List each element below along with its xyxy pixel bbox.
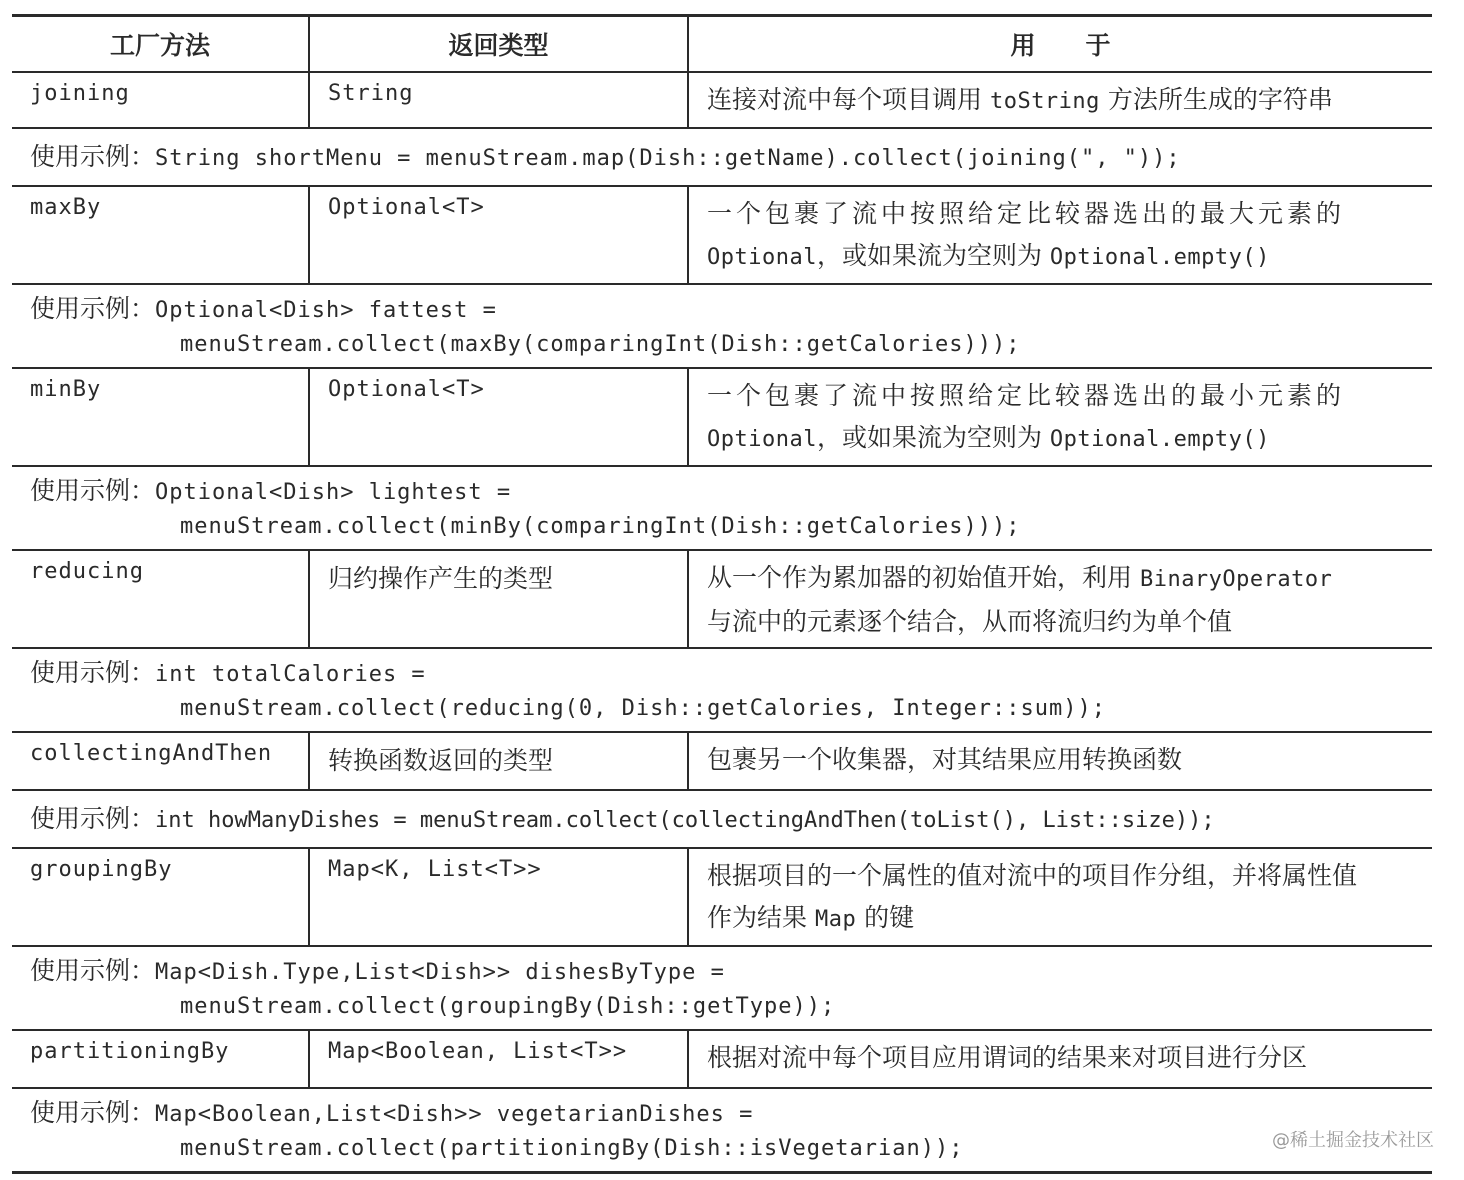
header-factory-method: 工厂方法 [12,16,309,73]
table-row [12,1030,1432,1088]
description-line: 一个包裹了流中按照给定比较器选出的最小元素的 [707,381,1346,410]
example-label: 使用示例： [30,1097,156,1127]
description-line [707,235,1414,279]
example-code-continuation: menuStream.collect(maxBy(comparingInt(Dish::getCalories))); [180,332,1021,357]
method-name: minBy [12,368,309,466]
example-code-continuation: menuStream.collect(groupingBy(Dish::getType)); [180,994,836,1019]
example-row [12,284,1432,368]
example-label: 使用示例： [30,804,156,833]
example-code-continuation: menuStream.collect(partitioningBy(Dish::isVegetarian)); [180,1135,964,1161]
example-row [12,1088,1432,1172]
description: 包裹另一个收集器，对其结果应用转换函数 [688,732,1432,790]
description-line [707,417,1414,461]
example-label: 使用示例： [30,956,156,985]
description [688,848,1432,946]
description [688,72,1432,128]
description-code: BinaryOperator [1139,567,1333,592]
description-line: 根据项目的一个属性的值对流中的项目作分组，并将属性值 [707,861,1358,890]
example-code: Optional<Dish> lightest = [155,480,512,505]
method-name: collectingAndThen [12,732,309,790]
description-code: Optional.empty() [1049,427,1270,452]
example-code: int howManyDishes = menuStream.collect(collectingAndThen(toList(), List::size)); [155,808,1215,833]
description-line [707,897,1414,941]
table-row [12,72,1432,128]
example-code: Map<Dish.Type,List<Dish>> dishesByType = [155,960,725,985]
method-name: reducing [12,550,309,648]
description-line [707,557,1414,601]
example-row [12,648,1432,732]
method-name: groupingBy [12,848,309,946]
example-row [12,466,1432,550]
description-code: Optional.empty() [1049,245,1270,270]
description-text: 的键 [856,903,915,932]
example-cell [12,790,1432,848]
table-row [12,368,1432,466]
description-text: 作为结果 [707,903,815,932]
example-cell [12,284,1432,368]
description-text: 从一个作为累加器的初始值开始，利用 [707,563,1140,592]
example-row [12,946,1432,1030]
table-row [12,848,1432,946]
header-return-type: 返回类型 [309,16,688,73]
method-name: partitioningBy [12,1030,309,1088]
description [688,368,1432,466]
description-code: toString [989,89,1100,114]
description-text: 连接对流中每个项目调用 [707,85,990,114]
header-row [12,16,1432,73]
example-label: 使用示例： [30,476,156,505]
description-code: Map [814,907,857,932]
description-text: ，或如果流为空则为 [816,423,1050,452]
example-cell [12,648,1432,732]
example-code: Optional<Dish> fattest = [155,298,497,323]
example-label: 使用示例： [30,142,156,171]
example-code-continuation: menuStream.collect(minBy(comparingInt(Dish::getCalories))); [180,514,1021,539]
description [688,550,1432,648]
example-label: 使用示例： [30,658,156,687]
example-row [12,790,1432,848]
table-row [12,732,1432,790]
return-type: 转换函数返回的类型 [309,732,688,790]
return-type: Map<K, List<T>> [309,848,688,946]
example-code: int totalCalories = [155,662,426,687]
description-code: Optional [707,427,817,452]
table-row [12,550,1432,648]
collectors-table-page [12,14,1432,1174]
watermark: @稀土掘金技术社区 [1272,1130,1434,1151]
example-cell [12,128,1432,186]
example-code: Map<Boolean,List<Dish>> vegetarianDishes = [155,1101,754,1127]
return-type: Optional<T> [309,186,688,284]
example-label: 使用示例： [30,294,156,323]
description: 根据对流中每个项目应用谓词的结果来对项目进行分区 [688,1030,1432,1088]
method-name: maxBy [12,186,309,284]
example-cell [12,946,1432,1030]
table-row [12,186,1432,284]
header-used-for: 用 于 [688,16,1432,73]
return-type: String [309,72,688,128]
return-type: 归约操作产生的类型 [309,550,688,648]
return-type: Map<Boolean, List<T>> [309,1030,688,1088]
method-name: joining [12,72,309,128]
description-line: 与流中的元素逐个结合，从而将流归约为单个值 [707,607,1233,636]
description [688,186,1432,284]
description-line: 一个包裹了流中按照给定比较器选出的最大元素的 [707,199,1346,228]
description-text: ，或如果流为空则为 [816,241,1050,270]
example-code-continuation: menuStream.collect(reducing(0, Dish::getCalories, Integer::sum)); [180,696,1106,721]
example-cell [12,1088,1432,1172]
collectors-table [12,14,1432,1174]
example-cell [12,466,1432,550]
return-type: Optional<T> [309,368,688,466]
description-code: Optional [707,245,817,270]
example-code: String shortMenu = menuStream.map(Dish::getName).collect(joining(", ")); [155,146,1181,171]
description-text: 方法所生成的字符串 [1099,85,1333,114]
example-row [12,128,1432,186]
